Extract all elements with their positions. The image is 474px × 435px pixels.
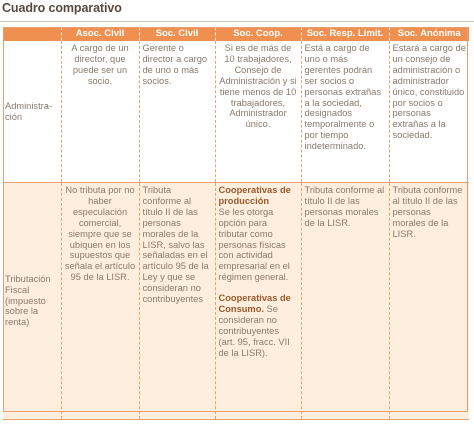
coop-produccion-heading: Cooperativas de producción	[218, 185, 291, 206]
header-asoc-civil: Asoc. Civil	[61, 27, 139, 41]
cell-fiscal-soc-coop	[215, 183, 301, 420]
header-row	[3, 27, 469, 41]
page-title: Cuadro comparativo	[2, 1, 122, 15]
table-row-administracion	[3, 41, 469, 183]
comparison-table	[3, 27, 469, 420]
cell-admin-soc-civil: Gerente o director a cargo de uno o más socios.	[139, 41, 215, 183]
header-blank	[3, 27, 61, 41]
cell-fiscal-asoc-civil: No tributa por no haber especulación comercial, siempre que se ubiquen en los supuestos que señala el artículo 95 de la LISR.	[61, 183, 139, 420]
header-soc-resp-limit: Soc. Resp. Limit.	[301, 27, 389, 41]
row-label-administracion: Administra-ción	[3, 41, 61, 183]
cell-admin-asoc-civil: A cargo de un director, que puede ser un socio.	[61, 41, 139, 183]
cell-admin-soc-anon: Estará a cargo de un consejo de administración o administrador único, constituido por socios o personas extrañas a la sociedad.	[389, 41, 469, 183]
coop-consumo-heading: Cooperativas de Consumo.	[218, 293, 291, 315]
coop-consumo-text: Se consideran no contribuyentes (art. 95, fracc. VII de la LISR).	[218, 304, 290, 358]
header-soc-anonima: Soc. Anónima	[389, 27, 469, 41]
table-row-tributacion	[3, 183, 469, 420]
cell-fiscal-soc-resp: Tributa conforme al título II de las personas morales de la LISR.	[301, 183, 389, 420]
cell-fiscal-soc-anon: Tributa conforme al título II de las personas morales de la LISR.	[389, 183, 469, 420]
cell-fiscal-soc-civil: Tributa conforme al título II de las personas morales de la LISR, salvo las señaladas en el artículo 95 de la Ley y que se consideran no contribuyentes	[139, 183, 215, 420]
header-soc-civil: Soc. Civil	[139, 27, 215, 41]
cell-admin-soc-coop: Si es de más de 10 trabajadores, Consejo de Administración y si tiene menos de 10 trabajadores, Administrador único.	[215, 41, 301, 183]
cell-admin-soc-resp: Está a cargo de uno o más gerentes podrán ser socios o personas extrañas a la sociedad, designados temporalmente o por tiempo indeterminado.	[301, 41, 389, 183]
coop-produccion-text: Se les otorga opción para tributar como personas físicas con actividad empresarial en el régimen general.	[218, 206, 290, 283]
title-divider	[0, 21, 474, 22]
header-soc-coop: Soc. Coop.	[215, 27, 301, 41]
row-label-tributacion: Tributación Fiscal (impuesto sobre la renta)	[3, 183, 61, 420]
